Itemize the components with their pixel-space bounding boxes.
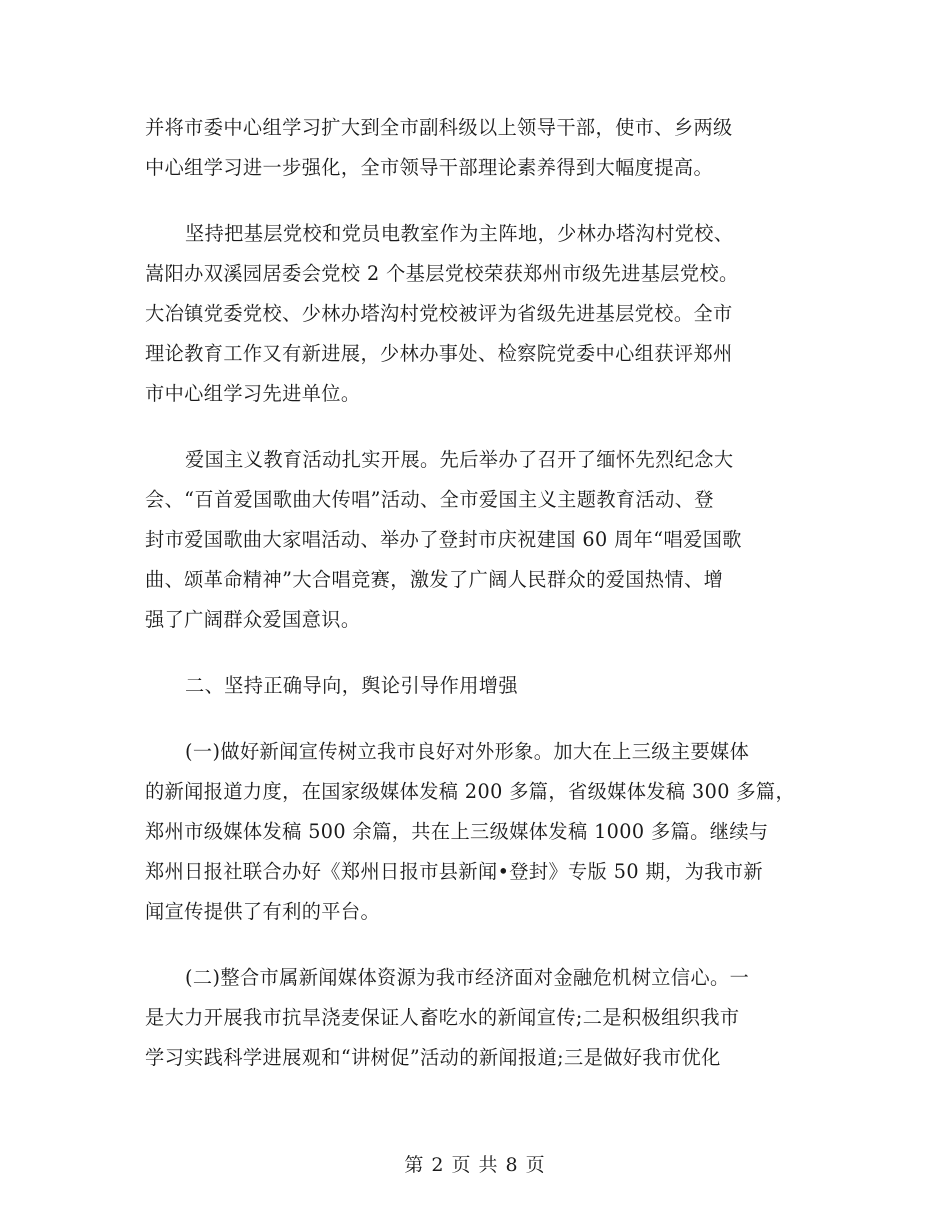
text-line: 闻宣传提供了有利的平台。 [145, 900, 381, 923]
text-line: (二)整合市属新闻媒体资源为我市经济面对金融危机树立信心。一 [185, 966, 750, 989]
text-line: 学习实践科学进展观和“讲树促”活动的新闻报道;三是做好我市优化 [145, 1046, 721, 1069]
text-line: 理论教育工作又有新进展，少林办事处、检察院党委中心组获评郑州 [145, 342, 733, 365]
text-line: 坚持把基层党校和党员电教室作为主阵地，少林办塔沟村党校、 [185, 222, 734, 245]
text-line: 是大力开展我市抗旱浇麦保证人畜吃水的新闻宣传;二是积极组织我市 [145, 1006, 740, 1029]
text-line: 爱国主义教育活动扎实开展。先后举办了召开了缅怀先烈纪念大 [185, 448, 734, 471]
page-number-footer: 第 2 页 共 8 页 [404, 1154, 546, 1176]
paragraph-4 [145, 732, 810, 932]
text-line: 曲、颂革命精神”大合唱竞赛，激发了广阔人民群众的爱国热情、增 [145, 568, 724, 591]
text-line: 中心组学习进一步强化，全市领导干部理论素养得到大幅度提高。 [145, 156, 714, 179]
text-line: 会、“百首爱国歌曲大传唱”活动、全市爱国主义主题教育活动、登 [145, 488, 714, 511]
text-line: 并将市委中心组学习扩大到全市副科级以上领导干部，使市、乡两级 [145, 116, 733, 139]
text-line: 嵩阳办双溪园居委会党校 2 个基层党校荣获郑州市级先进基层党校。 [145, 262, 739, 285]
text-line: 大冶镇党委党校、少林办塔沟村党校被评为省级先进基层党校。全市 [145, 302, 733, 325]
paragraph-1 [145, 108, 810, 188]
paragraph-3 [145, 440, 810, 640]
document-body [145, 108, 810, 1104]
text-line: 郑州市级媒体发稿 500 余篇，共在上三级媒体发稿 1000 多篇。继续与 [145, 820, 769, 843]
heading-line: 二、坚持正确导向，舆论引导作用增强 [185, 674, 518, 697]
paragraph-5 [145, 958, 810, 1078]
text-line: 封市爱国歌曲大家唱活动、举办了登封市庆祝建国 60 周年“唱爱国歌 [145, 528, 742, 551]
section-heading [145, 666, 810, 706]
text-line: 的新闻报道力度，在国家级媒体发稿 200 多篇，省级媒体发稿 300 多篇， [145, 780, 796, 803]
text-line: 郑州日报社联合办好《郑州日报市县新闻•登封》专版 50 期，为我市新 [145, 860, 763, 883]
text-line: 市中心组学习先进单位。 [145, 382, 361, 405]
text-line: (一)做好新闻宣传树立我市良好对外形象。加大在上三级主要媒体 [185, 740, 750, 763]
text-line: 强了广阔群众爱国意识。 [145, 608, 361, 631]
paragraph-2 [145, 214, 810, 414]
